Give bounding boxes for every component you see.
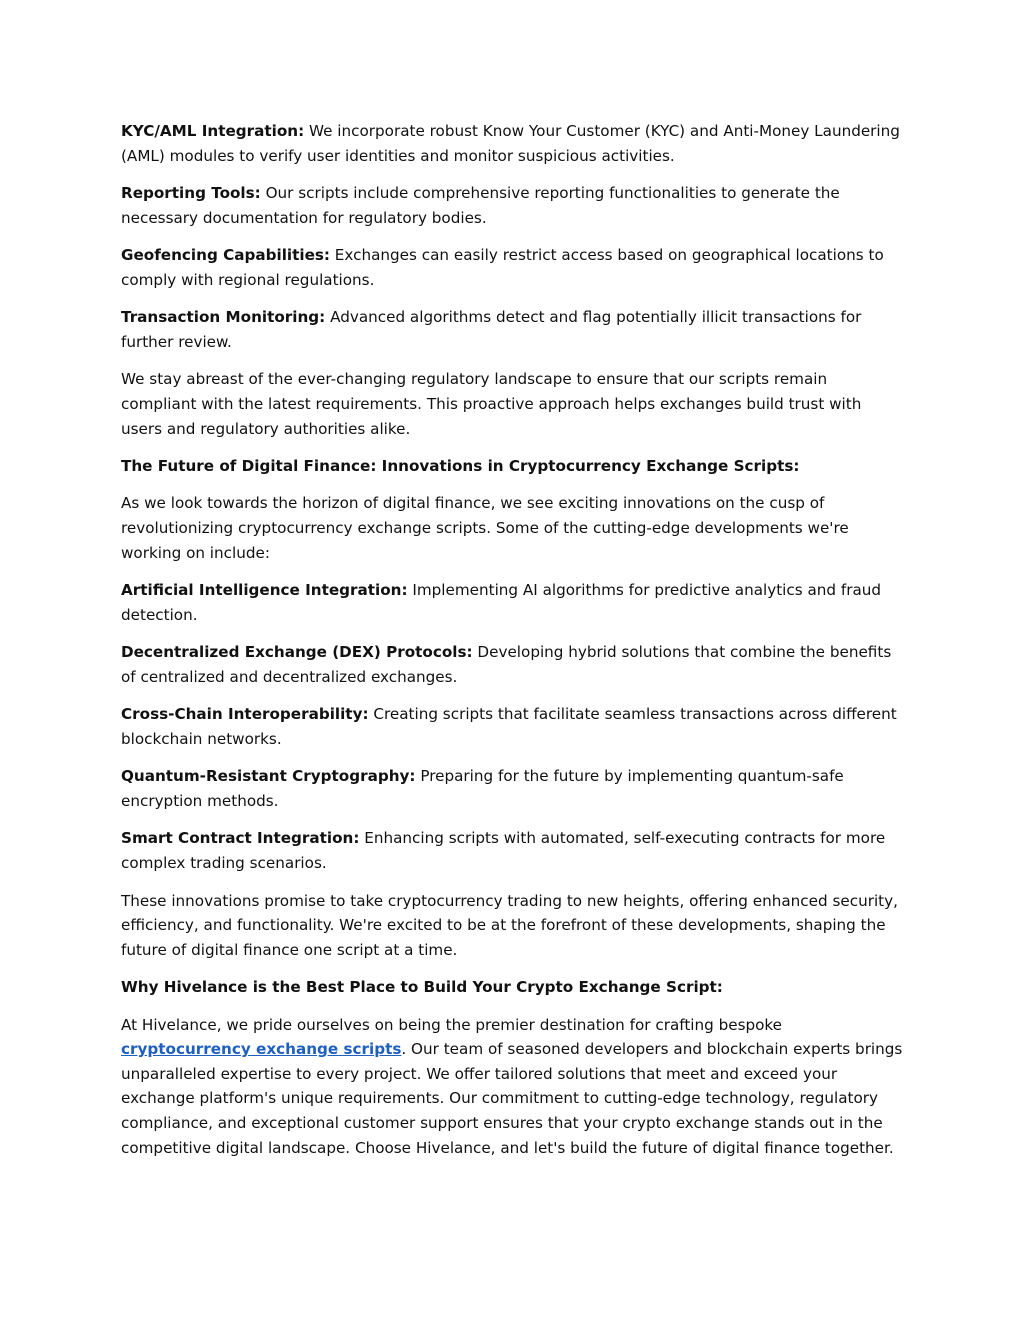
innovation-item-quantum — [121, 764, 906, 813]
document-page — [121, 119, 906, 1173]
innovation-label: Artificial Intelligence Integration: — [121, 581, 408, 600]
innovation-item-cross-chain — [121, 702, 906, 751]
paragraph-label: Geofencing Capabilities: — [121, 246, 330, 265]
innovation-item-dex — [121, 640, 906, 689]
section-heading-why-hivelance: Why Hivelance is the Best Place to Build Your Crypto Exchange Script: — [121, 978, 723, 997]
section-heading-future: The Future of Digital Finance: Innovations in Cryptocurrency Exchange Scripts: — [121, 456, 800, 475]
innovation-label: Cross-Chain Interoperability: — [121, 705, 369, 724]
innovation-text: Preparing for the future by implementing quantum-safe encryption methods. — [121, 767, 844, 810]
innovation-text: Creating scripts that facilitate seamless transactions across different blockchain networks. — [121, 705, 897, 748]
paragraph-geofencing — [121, 243, 906, 292]
paragraph-label: KYC/AML Integration: — [121, 122, 305, 140]
cryptocurrency-exchange-scripts-link[interactable]: cryptocurrency exchange scripts — [121, 1040, 402, 1059]
paragraph-future-intro: As we look towards the horizon of digital finance, we see exciting innovations on the cusp of revolutionizing cryptocurrency exchange scripts. Some of the cutting-edge developments we're working on include: — [121, 494, 849, 562]
innovation-item-smart-contract — [121, 826, 906, 875]
innovation-text: Enhancing scripts with automated, self-executing contracts for more complex trading scenarios. — [121, 829, 886, 873]
paragraph-text: Exchanges can easily restrict access based on geographical locations to comply with regional regulations. — [121, 246, 884, 289]
paragraph-regulatory-landscape — [121, 367, 906, 441]
paragraph-kyc-aml — [121, 119, 906, 168]
paragraph-reporting-tools — [121, 181, 906, 230]
paragraph-text: Advanced algorithms detect and flag potentially illicit transactions for further review. — [121, 308, 862, 351]
innovation-label: Smart Contract Integration: — [121, 829, 360, 848]
innovation-label: Decentralized Exchange (DEX) Protocols: — [121, 643, 473, 662]
paragraph-innovations-summary: These innovations promise to take cryptocurrency trading to new heights, offering enhanced security, efficiency, and functionality. We're excited to be at the forefront of these developments, shaping the future of digital finance one script at a time. — [121, 891, 898, 959]
paragraph-closing — [121, 1013, 906, 1161]
paragraph-text: We stay abreast of the ever-changing regulatory landscape to ensure that our scripts remain compliant with the latest requirements. This proactive approach helps exchanges build trust with users and regulatory authorities alike. — [121, 370, 862, 438]
innovation-item-ai — [121, 578, 906, 627]
paragraph-label: Transaction Monitoring: — [121, 308, 326, 327]
closing-text-after-link: . Our team of seasoned developers and blockchain experts brings unparalleled expertise to every project. We offer tailored solutions that meet and exceed your exchange platform's unique requirements. Our commitment to cutting-edge technology, regulatory compliance, and exceptional customer support ensures that your crypto exchange stands out in the competitive digital landscape. Choose Hivelance, and let's build the future of digital finance together. — [121, 1040, 903, 1157]
innovation-text: Implementing AI algorithms for predictive analytics and fraud detection. — [121, 581, 882, 624]
innovation-text: Developing hybrid solutions that combine the benefits of centralized and decentralized exchanges. — [121, 643, 892, 686]
closing-text-before-link: At Hivelance, we pride ourselves on being the premier destination for crafting bespoke — [121, 1015, 783, 1034]
paragraph-transaction-monitoring — [121, 305, 906, 354]
paragraph-label: Reporting Tools: — [121, 184, 261, 203]
innovation-label: Quantum-Resistant Cryptography: — [121, 767, 416, 786]
paragraph-text: We incorporate robust Know Your Customer (KYC) and Anti-Money Laundering (AML) modules to verify user identities and monitor suspicious activities. — [121, 122, 900, 165]
paragraph-text: Our scripts include comprehensive reporting functionalities to generate the necessary documentation for regulatory bodies. — [121, 184, 840, 227]
